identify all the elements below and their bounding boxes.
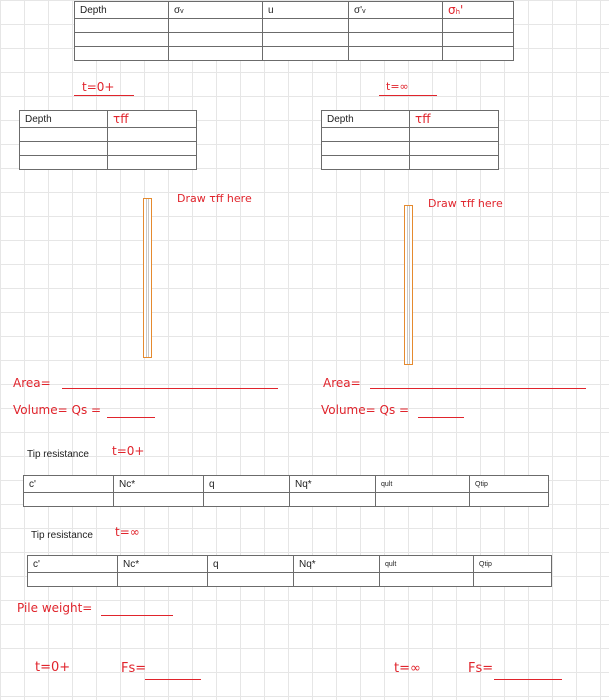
left-tff-col-tff: τff [108, 111, 197, 128]
tip2-col-nc: Nc* [118, 556, 208, 573]
fs-right-blank [494, 679, 562, 680]
tip1-col-nq: Nq* [290, 476, 376, 493]
left-area-blank [62, 388, 278, 389]
stress-table [74, 1, 514, 61]
fs-t0-label: t=0+ [35, 660, 71, 675]
tip1-col-c: c' [24, 476, 114, 493]
tip1-label: Tip resistance [27, 449, 89, 460]
right-area-blank [370, 388, 586, 389]
fs-left-label: Fs= [121, 661, 147, 676]
tip2-time: t=∞ [115, 525, 140, 539]
right-tff-col-tff: τff [410, 111, 499, 128]
left-pile-outline [143, 198, 152, 358]
tip2-table [27, 555, 552, 587]
tip2-col-q: q [208, 556, 294, 573]
right-draw-instruction: Draw τff here [428, 197, 503, 210]
col-u: u [263, 2, 349, 19]
fs-tinf-label: t=∞ [394, 661, 421, 676]
left-volume-label: Volume= Qs = [13, 403, 102, 417]
right-volume-blank [418, 417, 464, 418]
right-area-label: Area= [323, 376, 361, 390]
left-tff-table [19, 110, 197, 170]
tip2-col-qtip: Qtip [474, 556, 552, 573]
col-sigma-v: σv [169, 2, 263, 19]
tip2-col-nq: Nq* [294, 556, 380, 573]
fs-left-blank [145, 679, 201, 680]
left-draw-instruction: Draw τff here [177, 192, 252, 205]
tinf-underline [379, 95, 437, 96]
left-tff-col-depth: Depth [20, 111, 108, 128]
tip1-col-q: q [204, 476, 290, 493]
right-tff-col-depth: Depth [322, 111, 410, 128]
tip2-col-c: c' [28, 556, 118, 573]
time-label-t0: t=0+ [82, 80, 115, 94]
t0-underline [74, 95, 134, 96]
col-sigma-h-eff: σh' [443, 2, 514, 19]
tip2-label: Tip resistance [31, 530, 93, 541]
left-area-label: Area= [13, 376, 51, 390]
tip1-col-qtip: Qtip [470, 476, 549, 493]
tip1-table [23, 475, 549, 507]
tip1-col-qult: qult [376, 476, 470, 493]
right-pile-outline [404, 205, 413, 365]
tip2-col-qult: qult [380, 556, 474, 573]
tip1-time: t=0+ [112, 444, 145, 458]
pile-weight-blank [101, 615, 173, 616]
right-tff-table [321, 110, 499, 170]
col-depth: Depth [75, 2, 169, 19]
pile-weight-label: Pile weight= [17, 601, 93, 615]
right-volume-label: Volume= Qs = [321, 403, 410, 417]
tip1-col-nc: Nc* [114, 476, 204, 493]
left-volume-blank [107, 417, 155, 418]
col-sigma-v-eff: σ'v [349, 2, 443, 19]
time-label-tinf: t=∞ [386, 80, 409, 93]
fs-right-label: Fs= [468, 661, 494, 676]
